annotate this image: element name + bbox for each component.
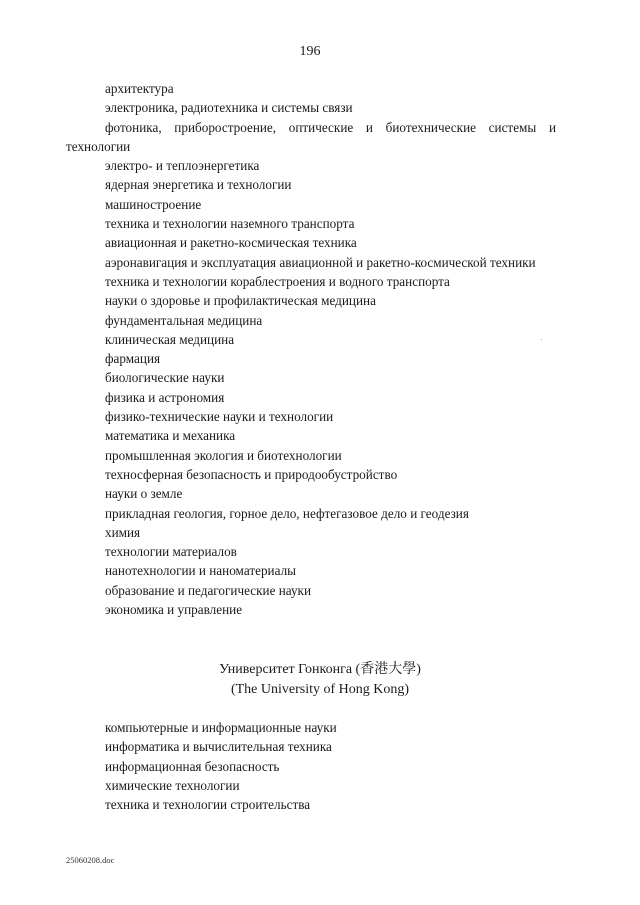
list-item: прикладная геология, горное дело, нефтегазовое дело и геодезия [105, 505, 469, 521]
field-list-top [66, 79, 556, 619]
list-item: биологические науки [105, 370, 225, 386]
list-item: архитектура [105, 81, 174, 96]
list-item: физика и астрономия [105, 389, 225, 405]
list-item: авиационная и ракетно-космическая техника [105, 235, 357, 251]
list-item: клиническая медицина [105, 331, 235, 347]
list-item: аэронавигация и эксплуатация авиационной и ракетно-космической техники [105, 254, 536, 270]
list-item: техника и технологии кораблестроения и водного транспорта [105, 273, 450, 289]
list-item: нанотехнологии и наноматериалы [105, 563, 297, 579]
list-item: машиностроение [105, 196, 202, 212]
document-filename: 25060208.doc [66, 855, 115, 865]
university-heading [0, 660, 640, 700]
list-item: электро- и теплоэнергетика [105, 158, 260, 174]
list-item: информационная безопасность [105, 758, 280, 774]
scan-speck [541, 339, 542, 340]
list-item: техника и технологии строительства [105, 797, 311, 813]
list-item: техносферная безопасность и природообустройство [105, 466, 398, 482]
list-item: фармация [105, 351, 161, 367]
list-item: экономика и управление [105, 602, 243, 618]
list-item: науки о земле [105, 486, 183, 502]
list-item: компьютерные и информационные науки [105, 720, 337, 735]
list-item: физико-технические науки и технологии [105, 409, 334, 425]
list-item: промышленная экология и биотехнологии [105, 447, 342, 463]
list-item: информатика и вычислительная техника [105, 739, 332, 755]
list-item: образование и педагогические науки [105, 582, 312, 598]
list-item: ядерная энергетика и технологии [105, 177, 292, 193]
list-item: математика и механика [105, 428, 236, 444]
list-item: химические технологии [105, 777, 240, 793]
list-item: науки о здоровье и профилактическая медицина [105, 293, 376, 309]
list-item: технологии материалов [105, 544, 237, 560]
list-item: техника и технологии наземного транспорта [105, 216, 355, 232]
list-item: электроника, радиотехника и системы связи [105, 100, 353, 116]
field-list-bottom [66, 718, 556, 814]
list-item: фотоника, приборостроение, оптические и биотехнические системы и технологии [66, 119, 556, 154]
university-english-name: (The University of Hong Kong) [230, 682, 410, 697]
list-item: фундаментальная медицина [105, 312, 263, 328]
university-name: Университет Гонконга (香港大學) [219, 662, 421, 677]
page-number: 196 [299, 44, 321, 59]
list-item: химия [105, 524, 141, 540]
